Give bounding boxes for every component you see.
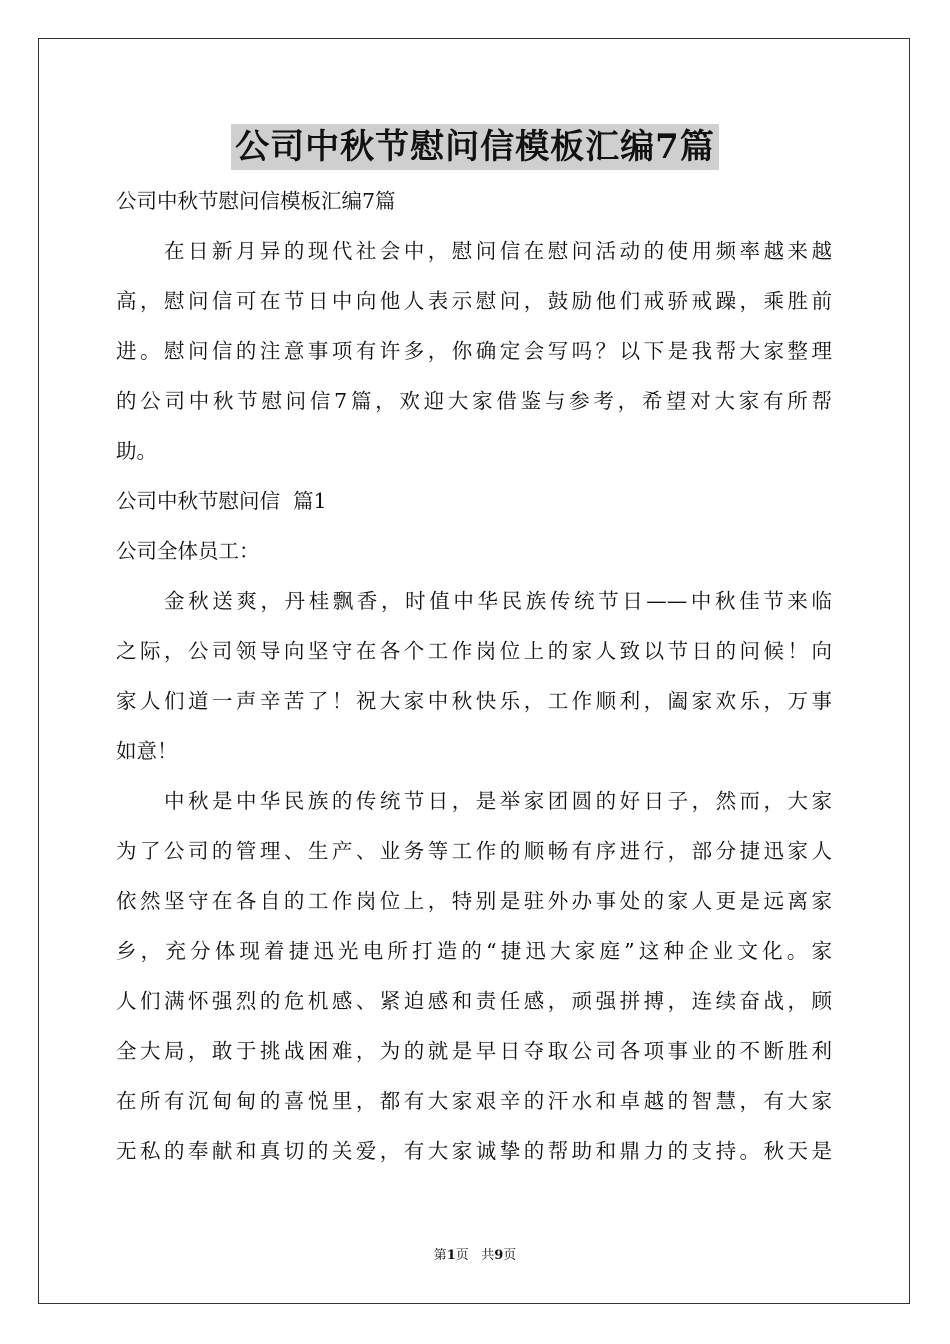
paragraph-line: 无私的奉献和真切的关爱，有大家诚挚的帮助和鼎力的支持。秋天是 — [116, 1139, 832, 1163]
paragraph-line: 在所有沉甸甸的喜悦里，都有大家艰辛的汗水和卓越的智慧，有大家 — [116, 1089, 832, 1113]
paragraph-line: 金秋送爽，丹桂飘香，时值中华民族传统节日——中秋佳节来临 — [164, 589, 832, 613]
paragraph-line: 之际，公司领导向坚守在各个工作岗位上的家人致以节日的问候！向 — [116, 639, 832, 663]
paragraph-line: 家人们道一声辛苦了！祝大家中秋快乐，工作顺利，阖家欢乐，万事 — [116, 689, 832, 713]
paragraph-line: 在日新月异的现代社会中，慰问信在慰问活动的使用频率越来越 — [164, 239, 832, 263]
footer-page-number: 1 — [446, 1248, 456, 1263]
footer-page-prefix: 第 — [433, 1248, 447, 1263]
paragraph-line: 全大局，敢于挑战困难，为的就是早日夺取公司各项事业的不断胜利 — [116, 1039, 832, 1063]
paragraph-line: 中秋是中华民族的传统节日，是举家团圆的好日子，然而，大家 — [164, 789, 832, 813]
document-title: 公司中秋节慰问信模板汇编7篇 — [231, 124, 719, 170]
paragraph-line: 高，慰问信可在节日中向他人表示慰问，鼓励他们戒骄戒躁，乘胜前 — [116, 289, 832, 313]
footer-total-pages: 9 — [494, 1248, 504, 1263]
paragraph-line: 如意！ — [116, 739, 178, 763]
document-body — [116, 176, 832, 1176]
page-footer — [0, 1247, 950, 1265]
paragraph-line: 的公司中秋节慰问信7篇，欢迎大家借鉴与参考，希望对大家有所帮 — [116, 389, 832, 413]
section-heading: 公司中秋节慰问信 篇1 — [116, 489, 327, 513]
footer-page-suffix: 页 — [455, 1248, 469, 1263]
paragraph-line: 乡，充分体现着捷迅光电所打造的“捷迅大家庭”这种企业文化。家 — [116, 939, 832, 963]
salutation-line: 公司全体员工： — [116, 539, 260, 563]
paragraph-line: 进。慰问信的注意事项有许多，你确定会写吗？以下是我帮大家整理 — [116, 339, 832, 363]
paragraph-line: 人们满怀强烈的危机感、紧迫感和责任感，顽强拼搏，连续奋战，顾 — [116, 989, 832, 1013]
paragraph-line: 助。 — [116, 439, 157, 463]
subtitle-line: 公司中秋节慰问信模板汇编7篇 — [116, 189, 396, 213]
title-container — [0, 124, 950, 170]
paragraph-line: 依然坚守在各自的工作岗位上，特别是驻外办事处的家人更是远离家 — [116, 889, 832, 913]
footer-total-suffix: 页 — [503, 1248, 517, 1263]
footer-total-prefix: 共 — [481, 1248, 495, 1263]
paragraph-line: 为了公司的管理、生产、业务等工作的顺畅有序进行，部分捷迅家人 — [116, 839, 832, 863]
